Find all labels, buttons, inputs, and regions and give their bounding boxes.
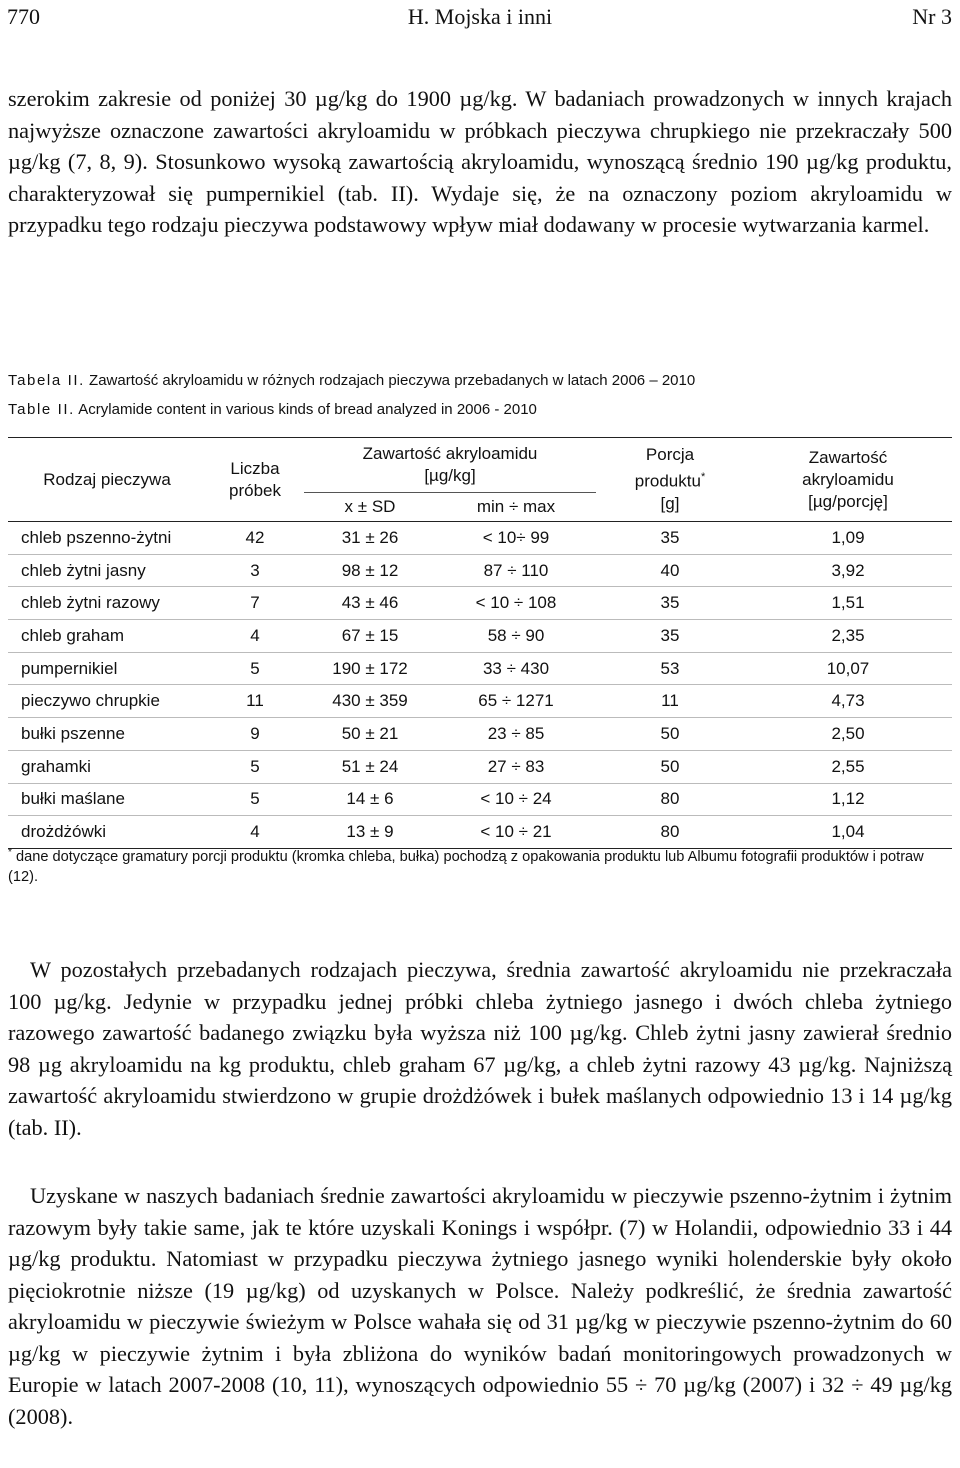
table-row	[8, 685, 952, 718]
cell-sample-count: 9	[206, 718, 304, 751]
table-row	[8, 750, 952, 783]
cell-mean-sd: 98 ± 12	[304, 554, 436, 587]
cell-mean-sd: 14 ± 6	[304, 783, 436, 816]
cell-bread-type: pieczywo chrupkie	[8, 685, 206, 718]
cell-sample-count: 4	[206, 620, 304, 653]
cell-mean-sd: 43 ± 46	[304, 587, 436, 620]
cell-bread-type: bułki maślane	[8, 783, 206, 816]
cell-mean-sd: 31 ± 26	[304, 522, 436, 555]
table-footnote	[8, 843, 952, 887]
cell-min-max: < 10 ÷ 108	[436, 587, 596, 620]
cell-per-portion: 1,04	[744, 816, 952, 849]
header-per-portion	[744, 438, 952, 522]
header-sample-count	[206, 438, 304, 522]
cell-min-max: < 10÷ 99	[436, 522, 596, 555]
cell-bread-type: grahamki	[8, 750, 206, 783]
cell-min-max: < 10 ÷ 24	[436, 783, 596, 816]
cell-per-portion: 1,51	[744, 587, 952, 620]
header-sample-count-line2: próbek	[229, 480, 281, 500]
cell-per-portion: 4,73	[744, 685, 952, 718]
table-row	[8, 783, 952, 816]
cell-sample-count: 5	[206, 750, 304, 783]
header-portion	[596, 438, 744, 522]
header-per-portion-line2: akryloamidu	[802, 469, 894, 489]
cell-bread-type: pumpernikiel	[8, 652, 206, 685]
issue-number: Nr 3	[912, 4, 952, 29]
cell-mean-sd: 430 ± 359	[304, 685, 436, 718]
cell-bread-type: chleb żytni razowy	[8, 587, 206, 620]
header-acrylamide-content	[304, 438, 596, 493]
footnote-marker: *	[700, 471, 706, 484]
acrylamide-table	[8, 437, 952, 849]
header-per-portion-line3: [µg/porcję]	[808, 491, 888, 511]
cell-mean-sd: 13 ± 9	[304, 816, 436, 849]
footnote-mark: *	[8, 847, 12, 858]
cell-sample-count: 5	[206, 652, 304, 685]
table-caption-pl	[8, 372, 695, 389]
cell-bread-type: chleb pszenno-żytni	[8, 522, 206, 555]
running-title: H. Mojska i inni	[407, 4, 553, 29]
body-paragraph-2: W pozostałych przebadanych rodzajach pieczywa, średnia zawartość akryloamidu nie przekraczała 100 µg/kg. Jedynie w przypadku jednej próbki chleba żytniego jasnego i dwóch chleba żytniego razowego zawartość badanego związku była wyższa niż 100 µg/kg. Chleb żytni jasny zawierał średnio 98 µg akryloamidu na kg produktu, chleb graham 67 µg/kg, a chleb żytni razowy 43 µg/kg. Najniższą zawartość akryloamidu stwierdzono w grupie drożdżówek i bułek maślanych odpowiednio 13 i 14 µg/kg (tab. II).	[8, 957, 952, 1140]
header-portion-line2	[596, 466, 744, 493]
cell-portion: 11	[596, 685, 744, 718]
header-min-max: min ÷ max	[436, 493, 596, 522]
cell-min-max: 65 ÷ 1271	[436, 685, 596, 718]
header-acrylamide-content-line2: [µg/kg]	[424, 466, 476, 485]
table-title-en: Acrylamide content in various kinds of bread analyzed in 2006 - 2010	[78, 401, 537, 418]
header-bread-type: Rodzaj pieczywa	[8, 438, 206, 522]
header-mean-sd: x ± SD	[304, 493, 436, 522]
cell-portion: 80	[596, 816, 744, 849]
cell-sample-count: 42	[206, 522, 304, 555]
cell-per-portion: 10,07	[744, 652, 952, 685]
cell-per-portion: 1,09	[744, 522, 952, 555]
cell-portion: 50	[596, 718, 744, 751]
cell-min-max: 23 ÷ 85	[436, 718, 596, 751]
page-header	[0, 4, 960, 34]
header-acrylamide-content-line1: Zawartość akryloamidu	[362, 444, 538, 463]
cell-per-portion: 2,55	[744, 750, 952, 783]
header-per-portion-line1: Zawartość	[808, 447, 888, 467]
table-body	[8, 522, 952, 849]
cell-mean-sd: 67 ± 15	[304, 620, 436, 653]
cell-min-max: 33 ÷ 430	[436, 652, 596, 685]
cell-per-portion: 2,50	[744, 718, 952, 751]
cell-min-max: 58 ÷ 90	[436, 620, 596, 653]
cell-portion: 80	[596, 783, 744, 816]
cell-portion: 40	[596, 554, 744, 587]
cell-portion: 50	[596, 750, 744, 783]
cell-sample-count: 7	[206, 587, 304, 620]
cell-sample-count: 3	[206, 554, 304, 587]
header-sample-count-line1: Liczba	[230, 458, 280, 478]
cell-sample-count: 5	[206, 783, 304, 816]
cell-bread-type: bułki pszenne	[8, 718, 206, 751]
header-portion-line2-text: produktu	[634, 471, 701, 491]
cell-bread-type: drożdżówki	[8, 816, 206, 849]
body-paragraph-3: Uzyskane w naszych badaniach średnie zawartości akryloamidu w pieczywie pszenno-żytnim i żytnim razowym były takie same, jak te które uzyskali Konings i współpr. (7) w Holandii, odpowiednio 33 i 44 µg/kg produktu. Natomiast w przypadku pieczywa żytniego jasnego wyniki holenderskie były około pięciokrotnie niższe (19 µg/kg) od uzyskanych w Polsce. Należy podkreślić, że średnia zawartość akryloamidu w pieczywie świeżym w Polsce wahała się od 31 µg/kg w pieczywie pszenno-żytnim do 60 µg/kg w pieczywie żytnim i była zbliżona do wyników badań monitoringowych prowadzonych w Europie w latach 2007-2008 (10, 11), wynoszących odpowiednio 55 ÷ 70 µg/kg (2007) i 32 ÷ 49 µg/kg (2008).	[8, 1183, 952, 1429]
table-label-en: Table II.	[8, 401, 75, 418]
table-row	[8, 718, 952, 751]
cell-bread-type: chleb graham	[8, 620, 206, 653]
table-row	[8, 587, 952, 620]
cell-mean-sd: 51 ± 24	[304, 750, 436, 783]
header-portion-line1: Porcja	[645, 445, 695, 465]
cell-portion: 35	[596, 587, 744, 620]
table-row	[8, 554, 952, 587]
cell-per-portion: 2,35	[744, 620, 952, 653]
cell-per-portion: 3,92	[744, 554, 952, 587]
table-row	[8, 620, 952, 653]
cell-portion: 53	[596, 652, 744, 685]
cell-min-max: 27 ÷ 83	[436, 750, 596, 783]
cell-mean-sd: 190 ± 172	[304, 652, 436, 685]
cell-min-max: < 10 ÷ 21	[436, 816, 596, 849]
cell-sample-count: 11	[206, 685, 304, 718]
cell-bread-type: chleb żytni jasny	[8, 554, 206, 587]
body-paragraph-1: szerokim zakresie od poniżej 30 µg/kg do 1900 µg/kg. W badaniach prowadzonych w innych krajach najwyższe oznaczone zawartości akryloamidu w próbkach pieczywa chrupkiego nie przekraczały 500 µg/kg (7, 8, 9). Stosunkowo wysoką zawartością akryloamidu, wynoszącą średnio 190 µg/kg produktu, charakteryzował się pumpernikiel (tab. II). Wydaje się, że na oznaczony poziom akryloamidu w przypadku tego rodzaju pieczywa podstawowy wpływ miał dodawany w procesie wytwarzania karmel.	[8, 86, 952, 237]
header-portion-line3: [g]	[660, 493, 680, 513]
table-row	[8, 652, 952, 685]
cell-per-portion: 1,12	[744, 783, 952, 816]
table-label-pl: Tabela II.	[8, 372, 85, 389]
cell-portion: 35	[596, 522, 744, 555]
page-number: 770	[7, 4, 40, 29]
cell-mean-sd: 50 ± 21	[304, 718, 436, 751]
cell-min-max: 87 ÷ 110	[436, 554, 596, 587]
table-caption-en	[8, 401, 537, 418]
table-title-pl: Zawartość akryloamidu w różnych rodzajach pieczywa przebadanych w latach 2006 – 2010	[89, 372, 696, 389]
cell-sample-count: 4	[206, 816, 304, 849]
footnote-text: dane dotyczące gramatury porcji produktu (kromka chleba, bułka) pochodzą z opakowania produktu lub Albumu fotografii produktów i potraw (12).	[8, 848, 924, 885]
table-row	[8, 522, 952, 555]
cell-portion: 35	[596, 620, 744, 653]
